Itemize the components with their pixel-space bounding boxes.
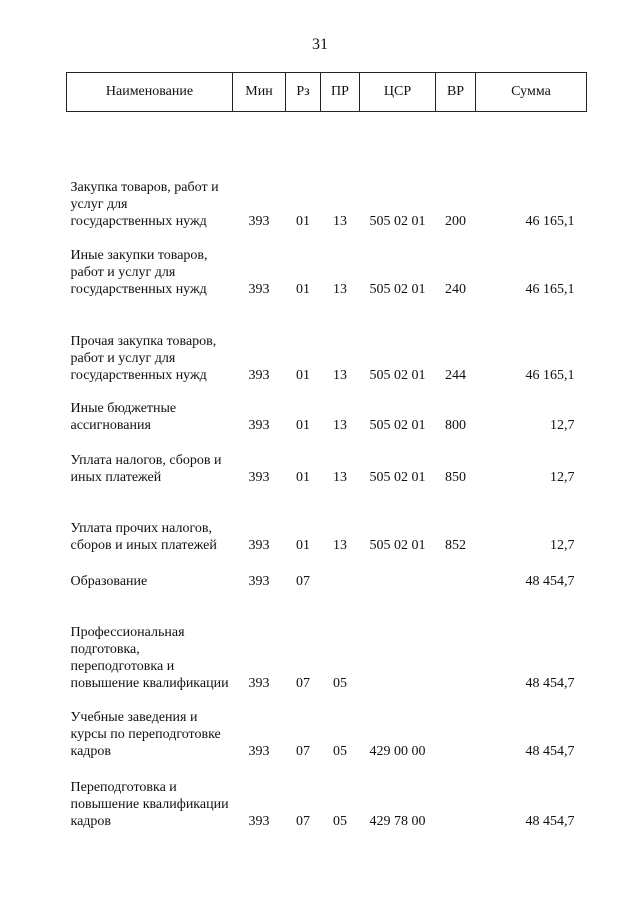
- row-rz: 01: [296, 213, 310, 229]
- table-row: [67, 760, 587, 830]
- row-sum: 48 454,7: [525, 743, 575, 759]
- table-row: [67, 434, 587, 486]
- row-rz: 07: [296, 675, 310, 691]
- row-min: 393: [248, 573, 270, 589]
- row-csr: 505 02 01: [369, 417, 426, 433]
- row-pr: 13: [333, 213, 347, 229]
- row-vr: [436, 692, 476, 760]
- row-pr: 05: [333, 743, 347, 759]
- row-rz: 07: [296, 573, 310, 589]
- row-csr: 429 00 00: [369, 743, 426, 759]
- row-vr: 240: [445, 281, 466, 297]
- row-pr: 13: [333, 281, 347, 297]
- row-min: 393: [248, 213, 270, 229]
- table-row: [67, 384, 587, 434]
- table-row: [67, 486, 587, 554]
- row-min: 393: [248, 367, 270, 383]
- row-csr: 505 02 01: [369, 469, 426, 485]
- row-rz: 07: [296, 743, 310, 759]
- row-vr: [436, 760, 476, 830]
- table-row: [67, 298, 587, 384]
- row-sum: 12,7: [550, 537, 575, 553]
- row-csr: [360, 590, 436, 692]
- row-min: 393: [248, 417, 270, 433]
- row-vr: 244: [445, 367, 466, 383]
- row-vr: [436, 554, 476, 590]
- row-rz: 07: [296, 813, 310, 829]
- row-name: Иные бюджетные ассигнования: [70, 400, 177, 433]
- row-sum: 46 165,1: [525, 367, 575, 383]
- row-name: Переподготовка и повышение квалификации кадров: [70, 779, 229, 829]
- row-vr: [436, 590, 476, 692]
- row-sum: 48 454,7: [525, 573, 575, 589]
- header-name: Наименование: [67, 73, 233, 112]
- table-row: [67, 692, 587, 760]
- row-vr: 200: [445, 213, 466, 229]
- row-rz: 01: [296, 367, 310, 383]
- row-csr: 505 02 01: [369, 537, 426, 553]
- row-csr: [360, 554, 436, 590]
- row-name: Иные закупки товаров, работ и услуг для государственных нужд: [70, 247, 208, 297]
- row-pr: 13: [333, 417, 347, 433]
- row-rz: 01: [296, 469, 310, 485]
- row-min: 393: [248, 281, 270, 297]
- table-body: [67, 112, 587, 830]
- row-min: 393: [248, 675, 270, 691]
- row-name: Учебные заведения и курсы по переподготовке кадров: [70, 709, 221, 759]
- table-row: [67, 112, 587, 230]
- row-vr: 852: [445, 537, 466, 553]
- row-min: 393: [248, 469, 270, 485]
- row-sum: 48 454,7: [525, 675, 575, 691]
- row-pr: [321, 554, 360, 590]
- row-csr: 429 78 00: [369, 813, 426, 829]
- row-csr: 505 02 01: [369, 281, 426, 297]
- header-vr: ВР: [436, 73, 476, 112]
- table-header-row: [67, 73, 587, 112]
- table-row: [67, 230, 587, 298]
- table-row: [67, 554, 587, 590]
- row-min: 393: [248, 537, 270, 553]
- row-pr: 13: [333, 537, 347, 553]
- row-sum: 48 454,7: [525, 813, 575, 829]
- row-pr: 05: [333, 675, 347, 691]
- row-sum: 46 165,1: [525, 281, 575, 297]
- row-rz: 01: [296, 281, 310, 297]
- row-sum: 46 165,1: [525, 213, 575, 229]
- row-name: Закупка товаров, работ и услуг для государственных нужд: [70, 179, 219, 229]
- row-sum: 12,7: [550, 417, 575, 433]
- row-pr: 05: [333, 813, 347, 829]
- row-name: Профессиональная подготовка, переподготовка и повышение квалификации: [70, 624, 229, 691]
- row-vr: 800: [445, 417, 466, 433]
- page-number: 31: [312, 36, 328, 53]
- table-row: [67, 590, 587, 692]
- row-pr: 13: [333, 367, 347, 383]
- row-rz: 01: [296, 537, 310, 553]
- row-name: Образование: [70, 573, 148, 589]
- row-csr: 505 02 01: [369, 213, 426, 229]
- row-rz: 01: [296, 417, 310, 433]
- row-name: Уплата налогов, сборов и иных платежей: [70, 452, 222, 485]
- row-vr: 850: [445, 469, 466, 485]
- row-csr: 505 02 01: [369, 367, 426, 383]
- row-sum: 12,7: [550, 469, 575, 485]
- row-name: Прочая закупка товаров, работ и услуг для государственных нужд: [70, 333, 217, 383]
- header-pr: ПР: [321, 73, 360, 112]
- row-min: 393: [248, 813, 270, 829]
- row-min: 393: [248, 743, 270, 759]
- header-sum: Сумма: [476, 73, 587, 112]
- header-rz: Рз: [286, 73, 321, 112]
- row-pr: 13: [333, 469, 347, 485]
- budget-table: [66, 72, 587, 830]
- header-min: Мин: [233, 73, 286, 112]
- header-csr: ЦСР: [360, 73, 436, 112]
- row-name: Уплата прочих налогов, сборов и иных платежей: [70, 520, 217, 553]
